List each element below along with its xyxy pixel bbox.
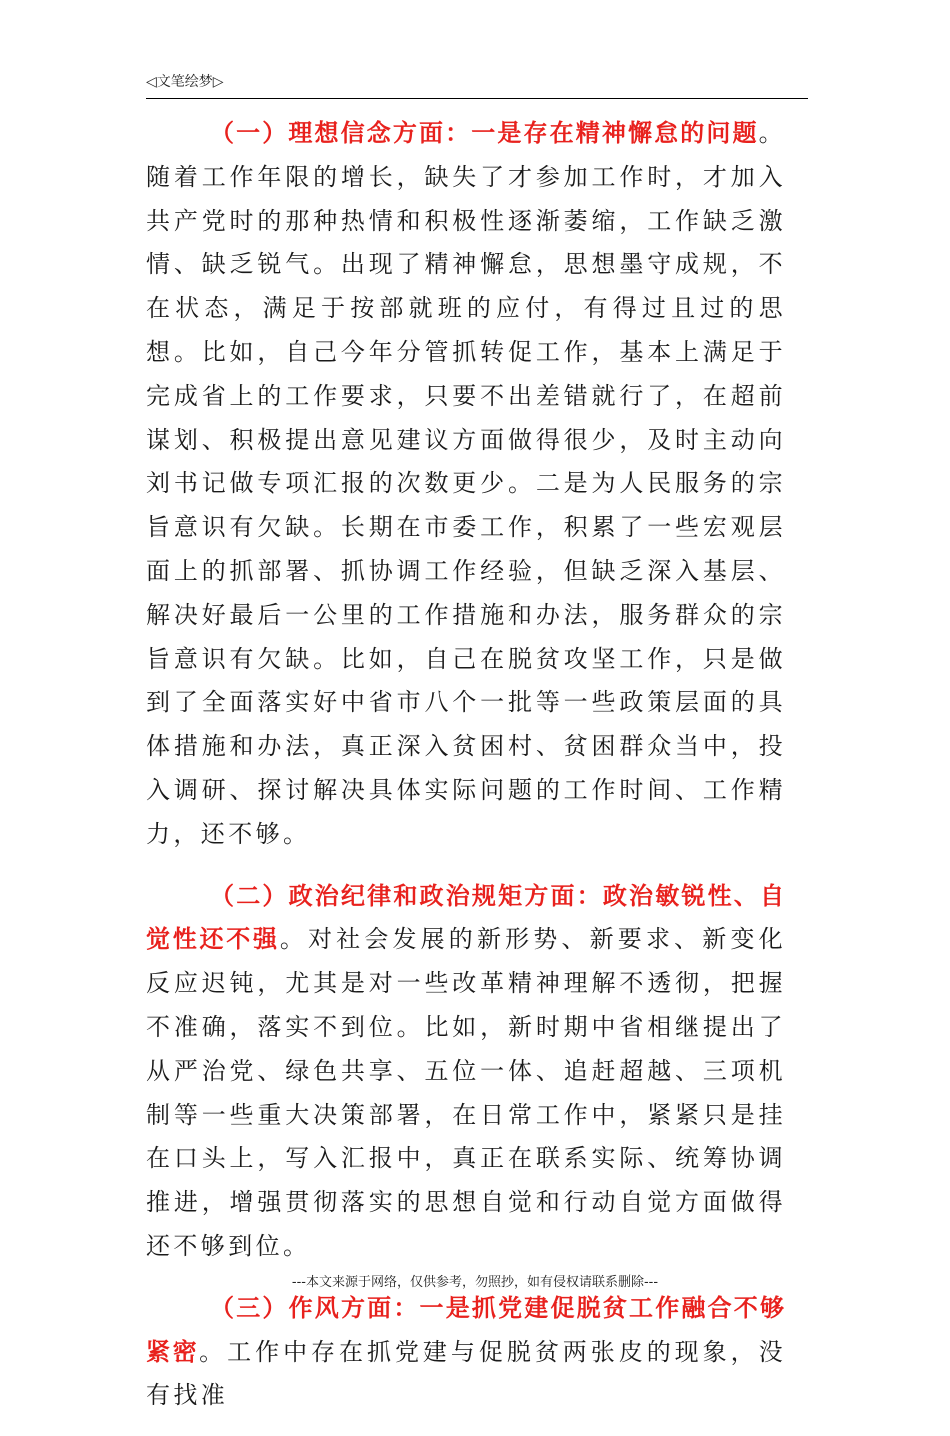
paragraph-1-text: 。随着工作年限的增长，缺失了才参加工作时，才加入共产党时的那种热情和积极性逐渐萎缩，工作缺乏激情、缺乏锐气。出现了精神懈怠，思想墨守成规，不在状态，满足于按部就班的应付，有得过且过的思想。比如，自己今年分管抓转促工作，基本上满足于完成省上的工作要求，只要不出差错就行了，在超前谋划、积极提出意见建议方面做得很少，及时主动向刘书记做专项汇报的次数更少。二是为人民服务的宗旨意识有欠缺。长期在市委工作，积累了一些宏观层面上的抓部署、抓协调工作经验，但缺乏深入基层、解决好最后一公里的工作措施和办法，服务群众的宗旨意识有欠缺。比如，自己在脱贫攻坚工作，只是做到了全面落实好中省市八个一批等一些政策层面的具体措施和办法，真正深入贫困村、贫困群众当中，投入调研、探讨解决具体实际问题的工作时间、工作精力，还不够。 — [146, 119, 786, 848]
paragraph-3 — [146, 1287, 786, 1418]
paragraph-1-heading: （一）理想信念方面：一是存在精神懈怠的问题 — [210, 119, 759, 147]
document-body — [146, 112, 786, 1436]
paragraph-2-heading: （二）政治纪律和政治规矩方面：政治敏锐性、自觉性还不强 — [146, 881, 786, 954]
paragraph-2-text: 。对社会发展的新形势、新要求、新变化反应迟钝，尤其是对一些改革精神理解不透彻，把握不准确，落实不到位。比如，新时期中省相继提出了从严治党、绿色共享、五位一体、追赶超越、三项机制等一些重大决策部署，在日常工作中，紧紧只是挂在口头上，写入汇报中，真正在联系实际、统筹协调推进，增强贯彻落实的思想自觉和行动自觉方面做得还不够到位。 — [146, 925, 787, 1260]
page-header — [146, 72, 808, 99]
header-label: ◁文笔绘梦▷ — [146, 74, 224, 90]
paragraph-3-heading: （三）作风方面：一是抓党建促脱贫工作融合不够紧密 — [146, 1293, 786, 1366]
paragraph-1 — [146, 112, 786, 857]
paragraph-2 — [146, 875, 786, 1269]
paragraph-3-text: 。工作中存在抓党建与促脱贫两张皮的现象，没有找准 — [146, 1337, 787, 1410]
page-footer: ---本文来源于网络，仅供参考，勿照抄，如有侵权请联系删除--- — [291, 1275, 659, 1290]
